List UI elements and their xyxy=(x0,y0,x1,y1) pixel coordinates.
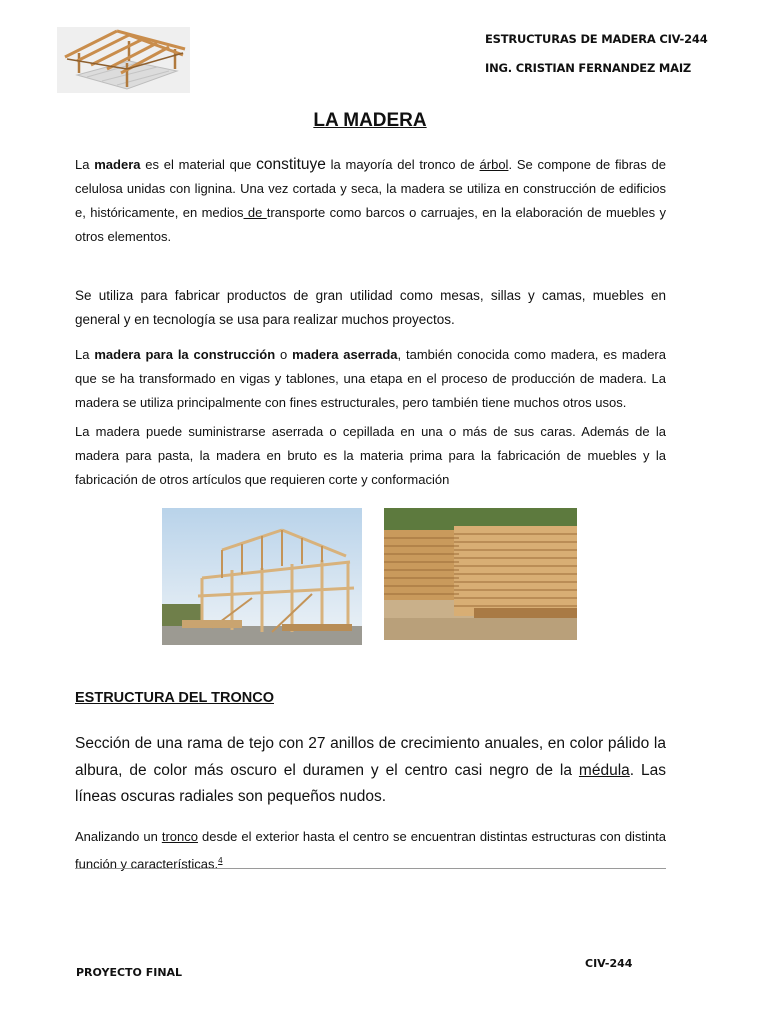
paragraph-definition xyxy=(75,153,666,249)
header-logo-image xyxy=(57,27,190,93)
p5-text-2: . Las líneas oscuras radiales son pequeños nudos. xyxy=(75,761,667,805)
p3-bold-sawn: madera aserrada xyxy=(292,347,398,362)
p1-text-2: es el material que xyxy=(140,157,257,172)
p1-constituye: constituye xyxy=(256,156,326,173)
stacked-lumber-image xyxy=(384,508,577,640)
paragraph-uses: Se utiliza para fabricar productos de gran utilidad como mesas, sillas y camas, muebles en general y en tecnología se usa para realizar muchos proyectos. xyxy=(75,288,666,327)
p1-text-5: transporte como barcos o carruajes, en la elaboración de muebles y otros elementos. xyxy=(75,205,666,244)
p3-text-1: La xyxy=(75,347,95,362)
p6-text-2: desde el exterior hasta el centro se encuentran distintas estructuras con distinta función y características. xyxy=(75,829,667,872)
p1-bold-madera: madera xyxy=(94,157,141,172)
p1-text-3: la mayoría del tronco de xyxy=(325,157,480,172)
section-subtitle: ESTRUCTURA DEL TRONCO xyxy=(75,690,274,706)
footnote-divider xyxy=(75,868,666,869)
footnote-ref[interactable]: 4 xyxy=(218,856,223,865)
p3-bold-construction: madera para la construcción xyxy=(94,347,276,362)
timber-frame-house-image xyxy=(162,508,362,645)
p5-text-1: Sección de una rama de tejo con 27 anillos de crecimiento anuales, en color pálido la albura, de color más oscuro el duramen y el centro casi negro de la xyxy=(75,735,666,779)
p3-text-3: , también conocida como madera, es madera que se ha transformado en vigas y tablones, una etapa en el proceso de producción de madera. La madera se utiliza principalmente con fines estructurales, pero también tiene muchos otros usos. xyxy=(75,347,666,410)
paragraph-construction-wood xyxy=(75,343,666,415)
p1-text-1: La xyxy=(75,157,95,172)
header-instructor: ING. CRISTIAN FERNANDEZ MAIZ xyxy=(485,61,692,75)
page-title: LA MADERA xyxy=(313,110,427,131)
p6-text-1: Analizando un xyxy=(75,829,162,844)
footer-course-code: CIV-244 xyxy=(585,957,633,970)
link-arbol[interactable]: árbol xyxy=(479,157,509,172)
p1-text-4: . Se compone de fibras de celulosa unidas con lignina. Una vez cortada y seca, la madera se utiliza en construcción de edificios e, históricamente, en medios xyxy=(75,157,666,220)
paragraph-yew-section xyxy=(75,731,666,811)
p3-text-2: o xyxy=(275,347,293,362)
link-medula[interactable]: médula xyxy=(578,761,630,779)
header-course: ESTRUCTURAS DE MADERA CIV-244 xyxy=(485,32,708,46)
p1-underlined-de: de xyxy=(243,205,267,220)
footer-project-label: PROYECTO FINAL xyxy=(76,966,183,979)
link-tronco[interactable]: tronco xyxy=(161,829,198,844)
paragraph-supply: La madera puede suministrarse aserrada o cepillada en una o más de sus caras. Además de la madera para pasta, la madera en bruto es la materia prima para la fabricación de muebles y la fabricación de otros artículos que requieren corte y conformación xyxy=(75,424,666,487)
